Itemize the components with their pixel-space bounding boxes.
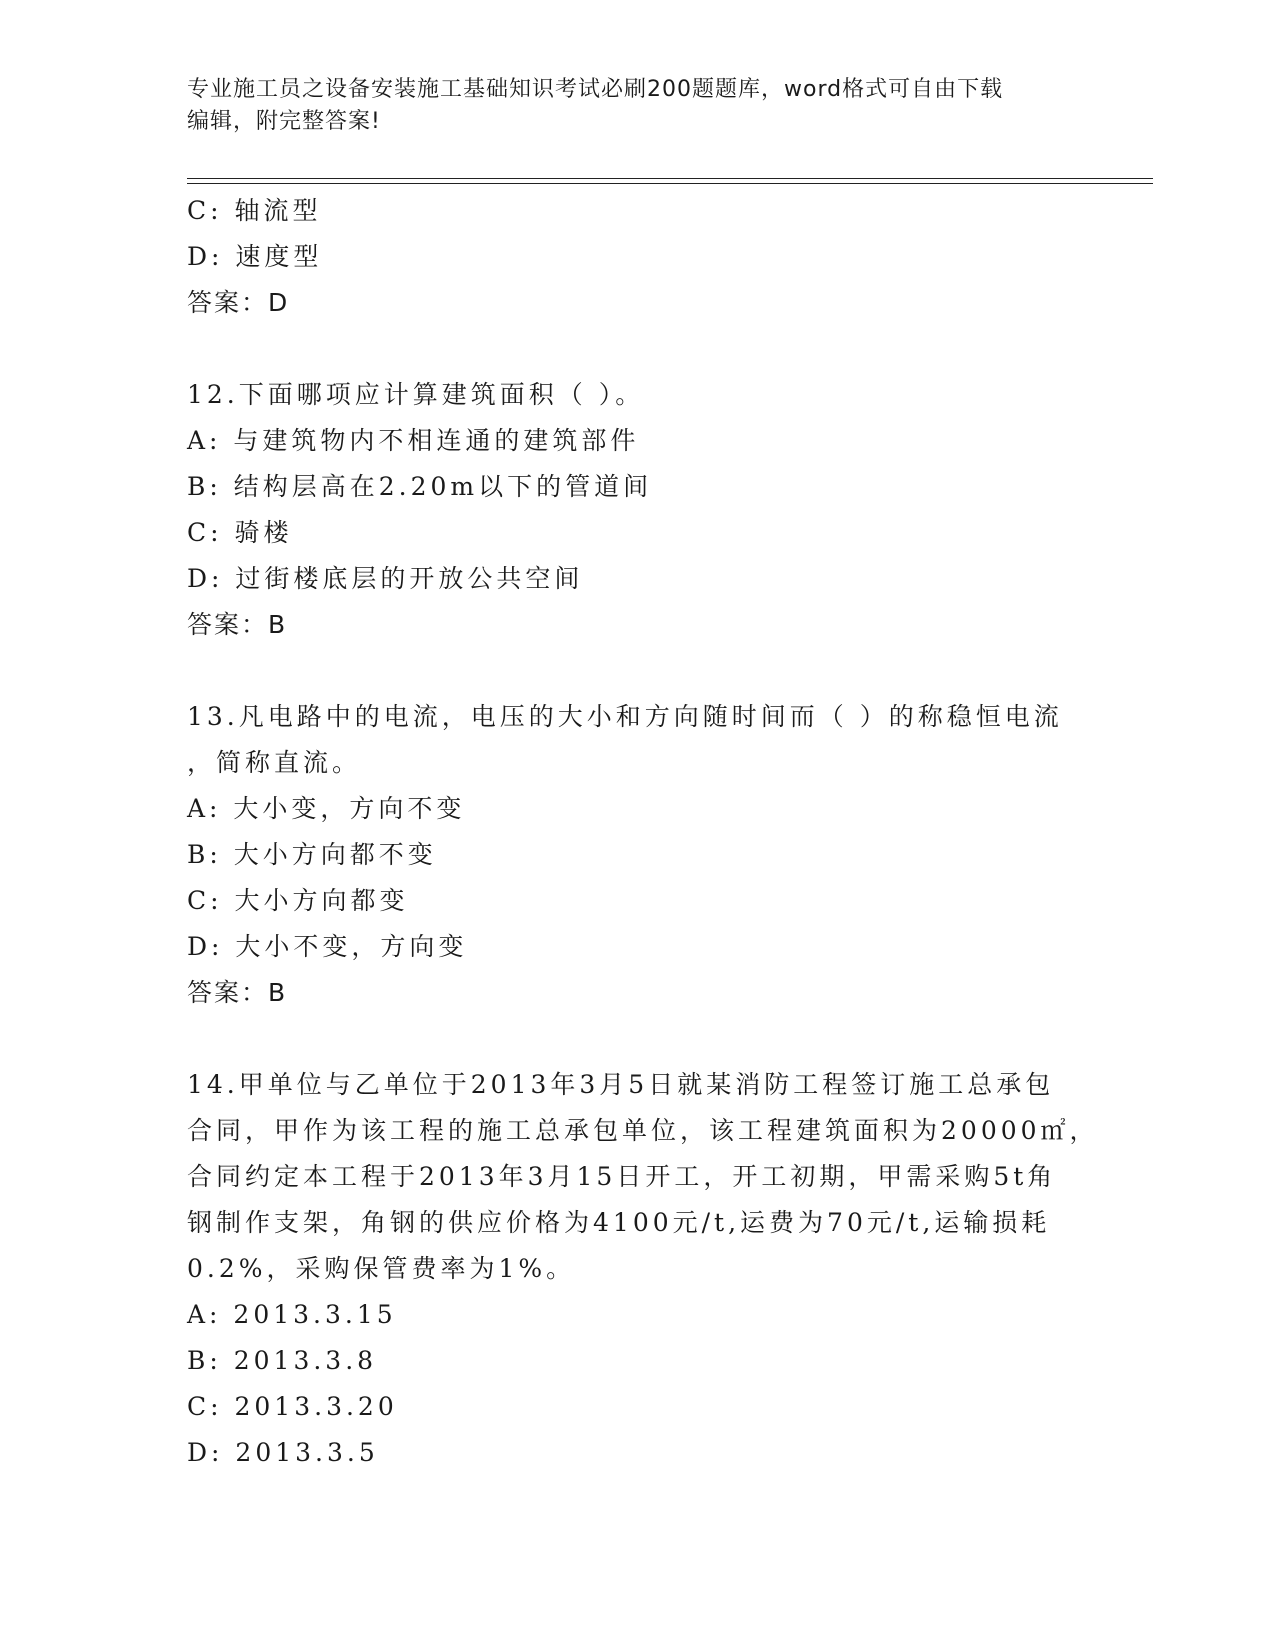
option-c: C: 轴流型 [187, 196, 322, 225]
spacer [187, 1016, 1087, 1062]
question-stem-line-2: 合同，甲作为该工程的施工总承包单位，该工程建筑面积为20000㎡， [187, 1116, 1099, 1145]
question-14 [187, 1062, 1099, 1476]
option-d: D: 过街楼底层的开放公共空间 [187, 564, 584, 593]
question-content [187, 188, 1099, 1476]
option-d: D: 速度型 [187, 242, 323, 271]
option-b: B: 大小方向都不变 [187, 840, 437, 869]
header-title-line-1: 专业施工员之设备安装施工基础知识考试必刷200题题库，word格式可自由下载 [187, 77, 1004, 102]
option-b: B: 2013.3.8 [187, 1346, 378, 1375]
option-a: A: 与建筑物内不相连通的建筑部件 [187, 426, 640, 455]
option-b: B: 结构层高在2.20m以下的管道间 [187, 472, 653, 501]
option-a: A: 2013.3.15 [187, 1300, 397, 1329]
spacer [187, 648, 1087, 694]
answer-line: 答案：B [187, 978, 288, 1007]
question-12 [187, 372, 1087, 648]
question-stem-line-2: ，简称直流。 [187, 748, 362, 777]
answer-line: 答案：D [187, 288, 290, 317]
question-stem: 12.下面哪项应计算建筑面积（ ）。 [187, 380, 645, 409]
question-13 [187, 694, 1087, 1016]
option-c: C: 骑楼 [187, 518, 293, 547]
option-d: D: 大小不变，方向变 [187, 932, 468, 961]
question-stem-line-1: 14.甲单位与乙单位于2013年3月5日就某消防工程签订施工总承包 [187, 1070, 1055, 1099]
question-stem-line-5: 0.2%，采购保管费率为1%。 [187, 1254, 576, 1283]
question-stem-line-1: 13.凡电路中的电流，电压的大小和方向随时间而（ ）的称稳恒电流 [187, 702, 1063, 731]
option-c: C: 2013.3.20 [187, 1392, 398, 1421]
header-divider [187, 178, 1153, 184]
option-d: D: 2013.3.5 [187, 1438, 379, 1467]
question-stem-line-4: 钢制作支架，角钢的供应价格为4100元/t,运费为70元/t,运输损耗 [187, 1208, 1051, 1237]
header-title-line-2: 编辑，附完整答案! [187, 109, 381, 134]
question-11-tail [187, 188, 1087, 326]
option-c: C: 大小方向都变 [187, 886, 409, 915]
answer-line: 答案：B [187, 610, 288, 639]
spacer [187, 326, 1087, 372]
question-stem-line-3: 合同约定本工程于2013年3月15日开工，开工初期，甲需采购5t角 [187, 1162, 1057, 1191]
option-a: A: 大小变，方向不变 [187, 794, 466, 823]
document-header [187, 74, 1087, 138]
